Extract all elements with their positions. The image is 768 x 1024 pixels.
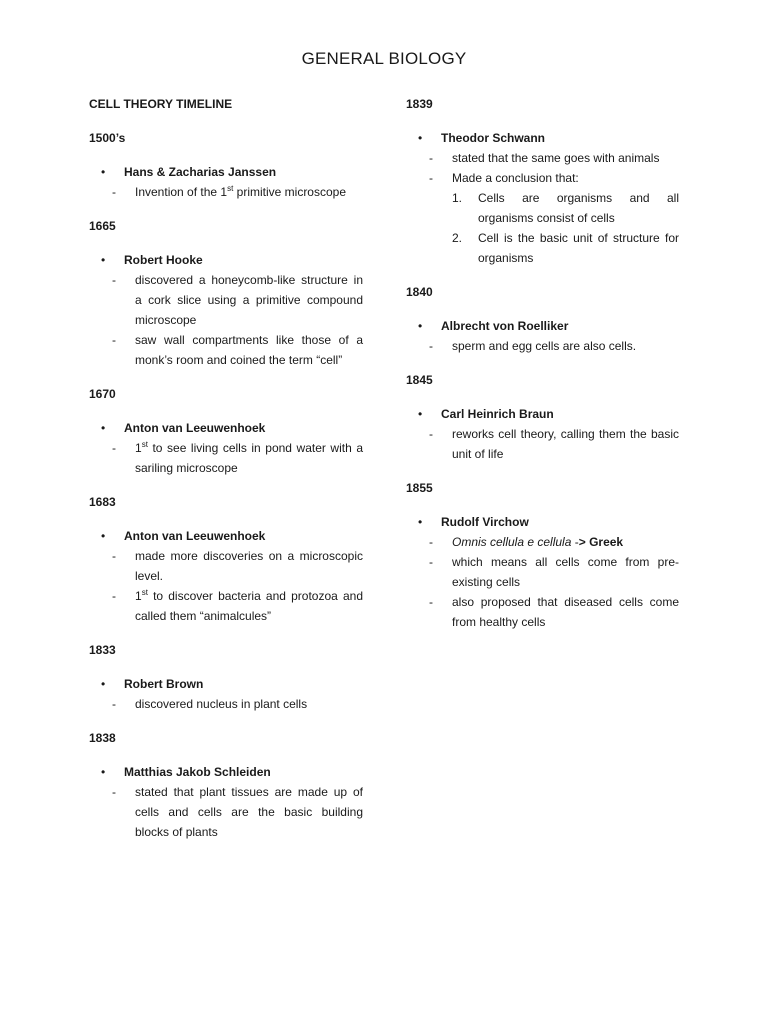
person-name: Anton van Leeuwenhoek [124,529,266,543]
dash-icon: - [429,535,433,549]
person-janssen [89,162,363,182]
item-text: Cells are organisms and all organisms consist of cells [478,191,679,225]
detail-list [406,148,679,268]
detail-list [406,424,679,464]
person-name: Rudolf Virchow [441,515,529,529]
numbered-item [452,188,679,228]
item-text: to see living cells in pond water with a sariling microscope [135,441,363,475]
left-column [89,94,363,856]
list-item [89,586,363,626]
person-name: Matthias Jakob Schleiden [124,765,271,779]
bullet-icon: • [101,253,106,267]
numbered-item [452,228,679,268]
person-leeuwenhoek-1670 [89,418,363,438]
item-text-bold: > Greek [578,535,624,549]
list-item [406,148,679,168]
item-text: made more discoveries on a microscopic level. [135,549,363,583]
list-item [89,330,363,370]
dash-icon: - [429,595,433,609]
item-text: Cell is the basic unit of structure for organisms [478,231,679,265]
item-text: - [571,535,579,549]
list-item [89,438,363,478]
item-text: saw wall compartments like those of a monk’s room and coined the term “cell” [135,333,363,367]
dash-icon: - [112,185,116,199]
person-virchow [406,512,679,532]
item-number: 1. [452,191,463,205]
person-name: Robert Hooke [124,253,203,267]
bullet-icon: • [418,319,423,333]
detail-list [89,546,363,626]
dash-icon: - [112,785,116,799]
list-item [89,694,363,714]
item-text: discovered nucleus in plant cells [135,697,308,711]
bullet-icon: • [101,165,106,179]
bullet-icon: • [101,677,106,691]
list-item [406,592,679,632]
detail-list [89,438,363,478]
person-name: Anton van Leeuwenhoek [124,421,266,435]
bullet-icon: • [101,529,106,543]
item-number: 2. [452,231,463,245]
year-1665: 1665 [89,219,116,233]
dash-icon: - [112,441,116,455]
year-1683: 1683 [89,495,116,509]
item-text: 1 [135,441,142,455]
item-text: Made a conclusion that: [452,171,579,185]
dash-icon: - [429,171,433,185]
year-1855: 1855 [406,481,433,495]
superscript: st [227,184,234,193]
dash-icon: - [429,151,433,165]
dash-icon: - [429,427,433,441]
year-1845: 1845 [406,373,433,387]
person-name: Albrecht von Roelliker [441,319,569,333]
detail-list [89,694,363,714]
dash-icon: - [429,339,433,353]
list-item [89,182,363,202]
item-text: stated that plant tissues are made up of cells and cells are the basic building blocks of plants [135,785,363,839]
person-braun [406,404,679,424]
person-name: Hans & Zacharias Janssen [124,165,277,179]
list-item [89,546,363,586]
detail-list [89,270,363,370]
item-text: stated that the same goes with animals [452,151,660,165]
item-text: discovered a honeycomb-like structure in a cork slice using a primitive compound microscope [135,273,363,327]
year-1500s: 1500’s [89,131,126,145]
list-item [406,532,679,552]
person-leeuwenhoek-1683 [89,526,363,546]
superscript: st [141,588,148,597]
year-1670: 1670 [89,387,116,401]
bullet-icon: • [418,131,423,145]
person-brown [89,674,363,694]
item-text: sperm and egg cells are also cells. [452,339,637,353]
dash-icon: - [112,549,116,563]
list-item [406,336,679,356]
item-text: which means all cells come from pre-existing cells [452,555,679,589]
person-schwann [406,128,679,148]
year-1839: 1839 [406,97,433,111]
item-text: also proposed that diseased cells come from healthy cells [452,595,679,629]
year-1840: 1840 [406,285,433,299]
item-text: primitive microscope [233,185,347,199]
item-text: 1 [135,589,142,603]
item-text: Invention of the 1 [135,185,228,199]
list-item [406,552,679,592]
dash-icon: - [112,273,116,287]
bullet-icon: • [101,421,106,435]
list-item [89,270,363,330]
person-roelliker [406,316,679,336]
list-item [406,424,679,464]
detail-list [89,182,363,202]
person-name: Theodor Schwann [441,131,546,145]
bullet-icon: • [418,515,423,529]
dash-icon: - [112,333,116,347]
dash-icon: - [112,697,116,711]
detail-list [89,782,363,842]
list-item [406,168,679,268]
person-schleiden [89,762,363,782]
year-1833: 1833 [89,643,116,657]
person-name: Robert Brown [124,677,204,691]
right-column [406,94,679,646]
dash-icon: - [429,555,433,569]
bullet-icon: • [101,765,106,779]
year-1838: 1838 [89,731,116,745]
page-title: GENERAL BIOLOGY [301,49,467,68]
item-text: to discover bacteria and protozoa and called them “animalcules” [135,589,363,623]
item-text: reworks cell theory, calling them the basic unit of life [452,427,679,461]
detail-list [406,532,679,632]
dash-icon: - [112,589,116,603]
latin-phrase: Omnis cellula e cellula [452,535,572,549]
timeline-heading: CELL THEORY TIMELINE [89,97,233,111]
detail-list [406,336,679,356]
person-hooke [89,250,363,270]
list-item [89,782,363,842]
superscript: st [141,440,148,449]
person-name: Carl Heinrich Braun [441,407,554,421]
bullet-icon: • [418,407,423,421]
